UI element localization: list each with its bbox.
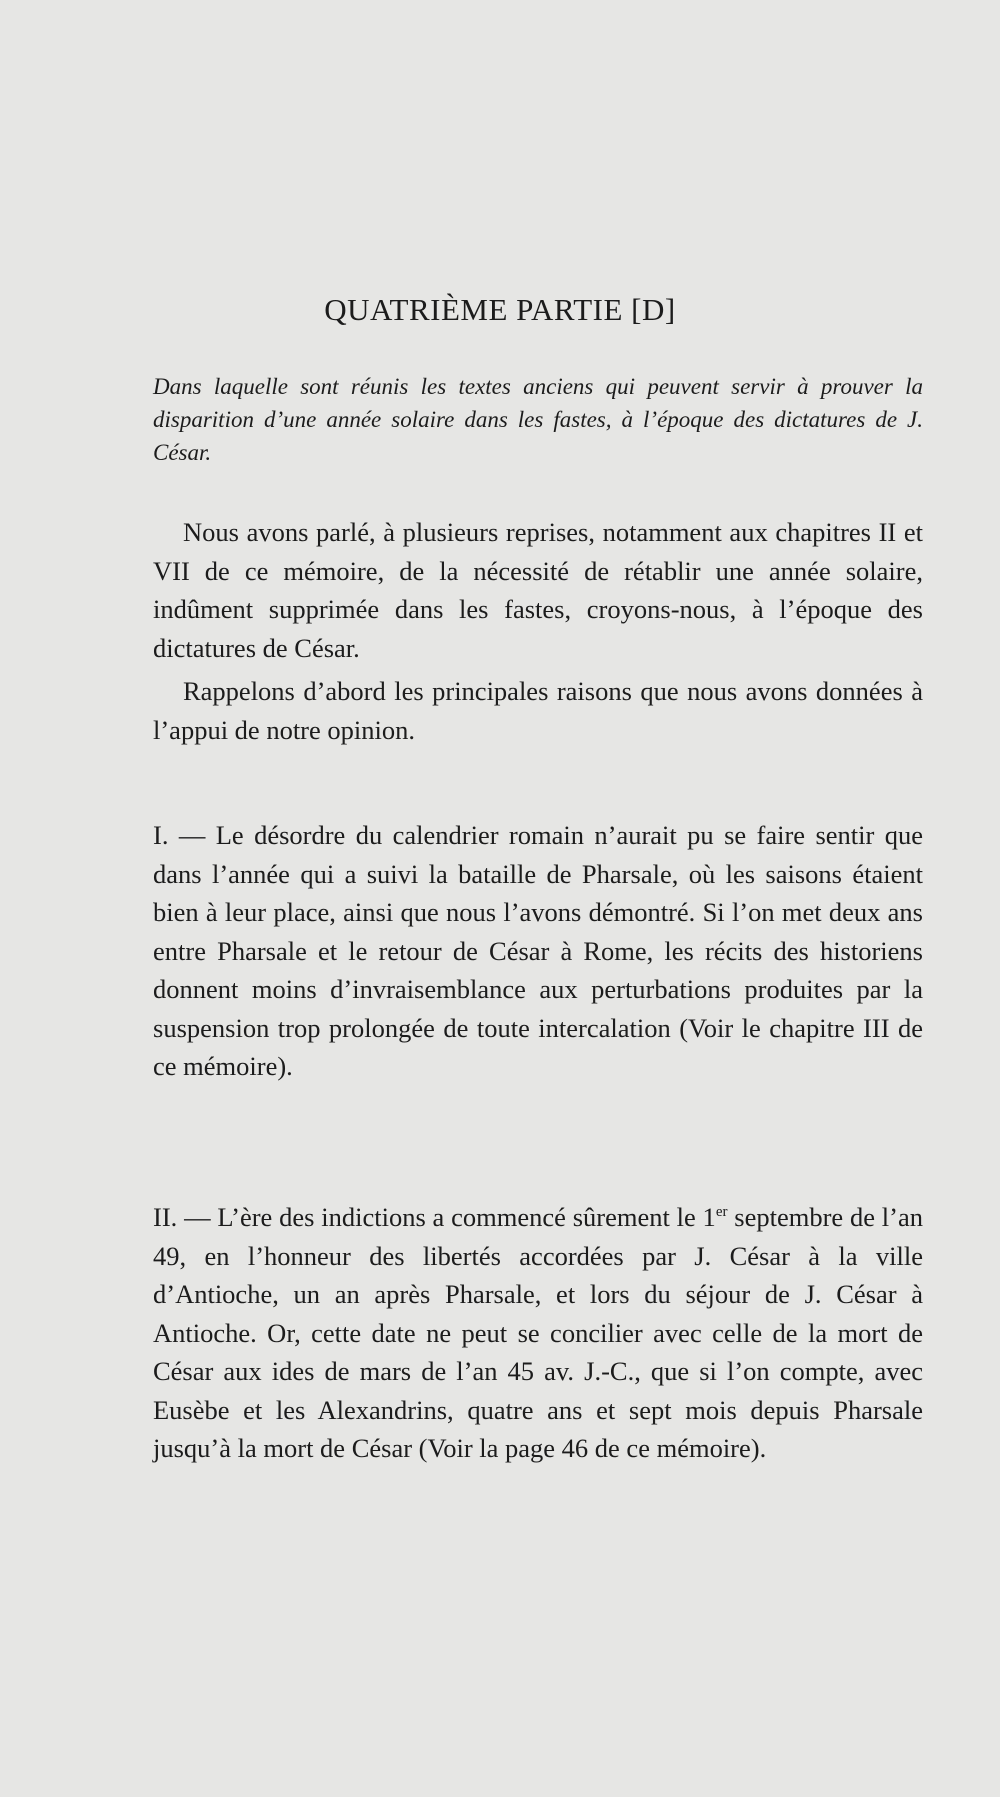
paragraph-recall: Rappelons d’abord les principales raisons que nous avons données à l’appui de notre opinion. [153, 676, 923, 745]
point-ii-text-start: II. — L’ère des indictions a commencé sûrement le 1 [153, 1202, 716, 1232]
paragraph-intro: Nous avons parlé, à plusieurs reprises, notamment aux chapitres II et VII de ce mémoire, de la nécessité de rétablir une année solaire, indûment supprimée dans les fastes, croyons-nous, à l’époque des dictatures de César. [153, 517, 923, 663]
section-summary: Dans laquelle sont réunis les textes anciens qui peuvent servir à prouver la disparition d’une année solaire dans les fastes, à l’époque des dictatures de J. César. [153, 374, 923, 465]
ordinal-superscript: er [715, 1204, 728, 1220]
section-heading: QUATRIÈME PARTIE [D] [324, 292, 676, 327]
paragraph-point-ii [153, 1198, 923, 1468]
paragraph-point-i: I. — Le désordre du calendrier romain n’aurait pu se faire sentir que dans l’année qui a suivi la bataille de Pharsale, où les saisons étaient bien à leur place, ainsi que nous l’avons démontré. Si l’on met deux ans entre Pharsale et le retour de César à Rome, les récits des historiens donnent moins d’invraisemblance aux perturbations produites par la suspension trop prolongée de toute intercalation (Voir le chapitre III de ce mémoire). [153, 820, 923, 1081]
point-ii-text-end: septembre de l’an 49, en l’honneur des libertés accordées par J. César à la ville d’Antioche, un an après Pharsale, et lors du séjour de J. César à Antioche. Or, cette date ne peut se concilier avec celle de la mort de César aux ides de mars de l’an 45 av. J.-C., que si l’on compte, avec Eusèbe et les Alexandrins, quatre ans et sept mois depuis Pharsale jusqu’à la mort de César (Voir la page 46 de ce mémoire). [153, 1202, 923, 1463]
